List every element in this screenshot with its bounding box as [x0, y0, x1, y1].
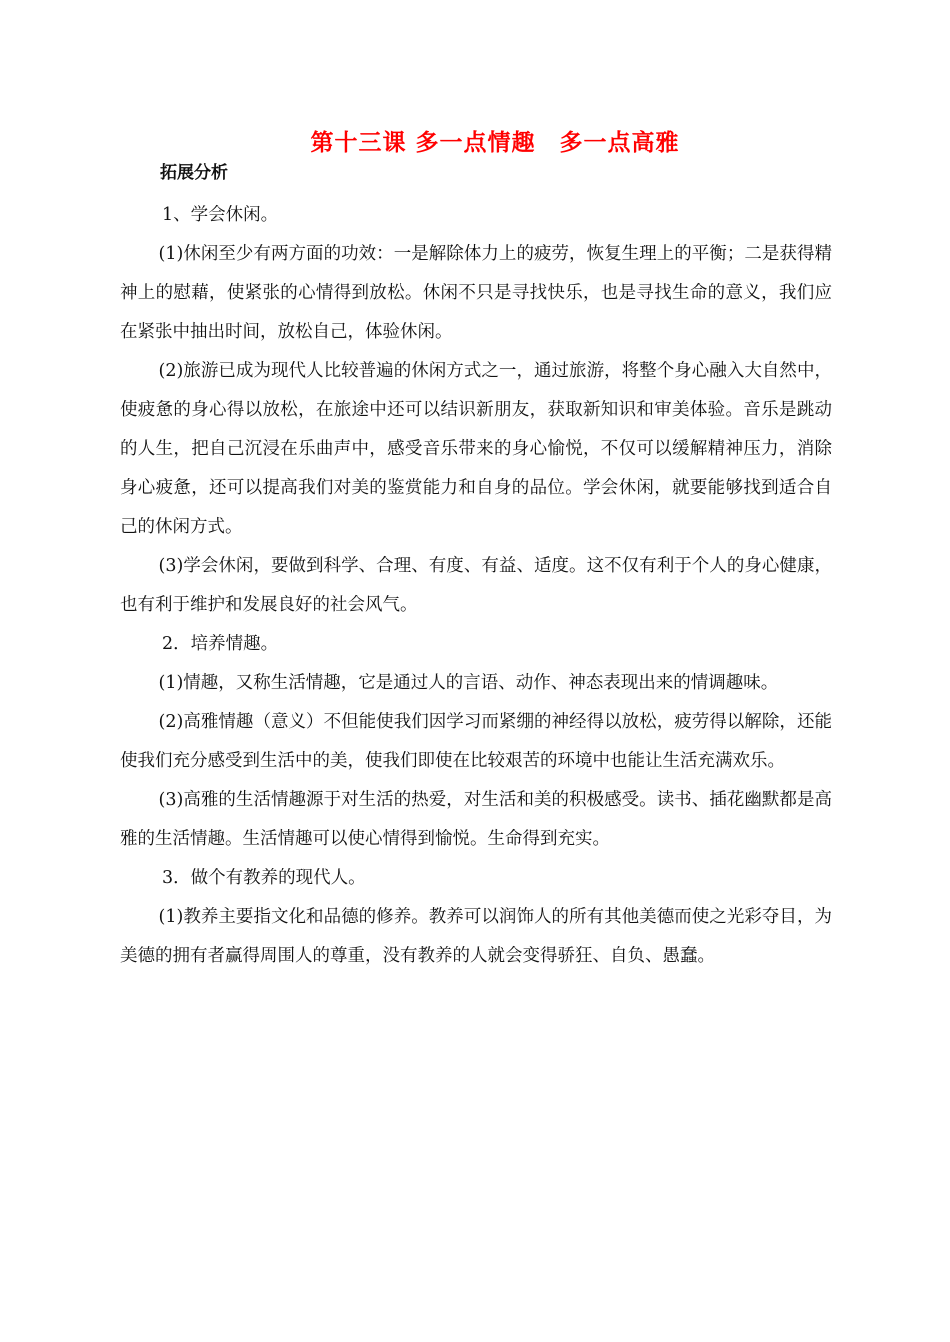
paragraph-1-2: (2)旅游已成为现代人比较普遍的休闲方式之一，通过旅游，将整个身心融入大自然中，使疲惫的身心得以放松，在旅途中还可以结识新朋友，获取新知识和审美体验。音乐是跳动的人生，把自己沉浸在乐曲声中，感受音乐带来的身心愉悦，不仅可以缓解精神压力，消除身心疲惫，还可以提高我们对美的鉴赏能力和自身的品位。学会休闲，就要能够找到适合自己的休闲方式。: [120, 361, 832, 537]
paragraph-2-1: (1)情趣，又称生活情趣，它是通过人的言语、动作、神态表现出来的情调趣味。: [158, 673, 779, 693]
paragraph-2-2: (2)高雅情趣（意义）不但能使我们因学习而紧绷的神经得以放松，疲劳得以解除，还能使我们充分感受到生活中的美，使我们即使在比较艰苦的环境中也能让生活充满欢乐。: [120, 712, 832, 771]
lesson-title: 第十三课 多一点情趣 多一点高雅: [310, 129, 680, 156]
paragraph-1-1: (1)休闲至少有两方面的功效：一是解除体力上的疲劳，恢复生理上的平衡；二是获得精神上的慰藉，使紧张的心情得到放松。休闲不只是寻找快乐，也是寻找生命的意义，我们应在紧张中抽出时间，放松自己，体验休闲。: [120, 244, 832, 342]
paragraph-1-3: (3)学会休闲，要做到科学、合理、有度、有益、适度。这不仅有利于个人的身心健康，也有利于维护和发展良好的社会风气。: [120, 556, 832, 615]
paragraph-3-1: (1)教养主要指文化和品德的修养。教养可以润饰人的所有其他美德而使之光彩夺目，为美德的拥有者赢得周围人的尊重，没有教养的人就会变得骄狂、自负、愚蠢。: [120, 907, 832, 966]
section-heading: 拓展分析: [160, 163, 228, 183]
subsection-heading-3: 3．做个有教养的现代人。: [162, 868, 366, 888]
subsection-heading-1: 1、学会休闲。: [162, 205, 279, 225]
paragraph-2-3: (3)高雅的生活情趣源于对生活的热爱，对生活和美的积极感受。读书、插花幽默都是高雅的生活情趣。生活情趣可以使心情得到愉悦。生命得到充实。: [120, 790, 832, 849]
document-body: [120, 196, 832, 976]
subsection-heading-2: 2．培养情趣。: [162, 634, 279, 654]
